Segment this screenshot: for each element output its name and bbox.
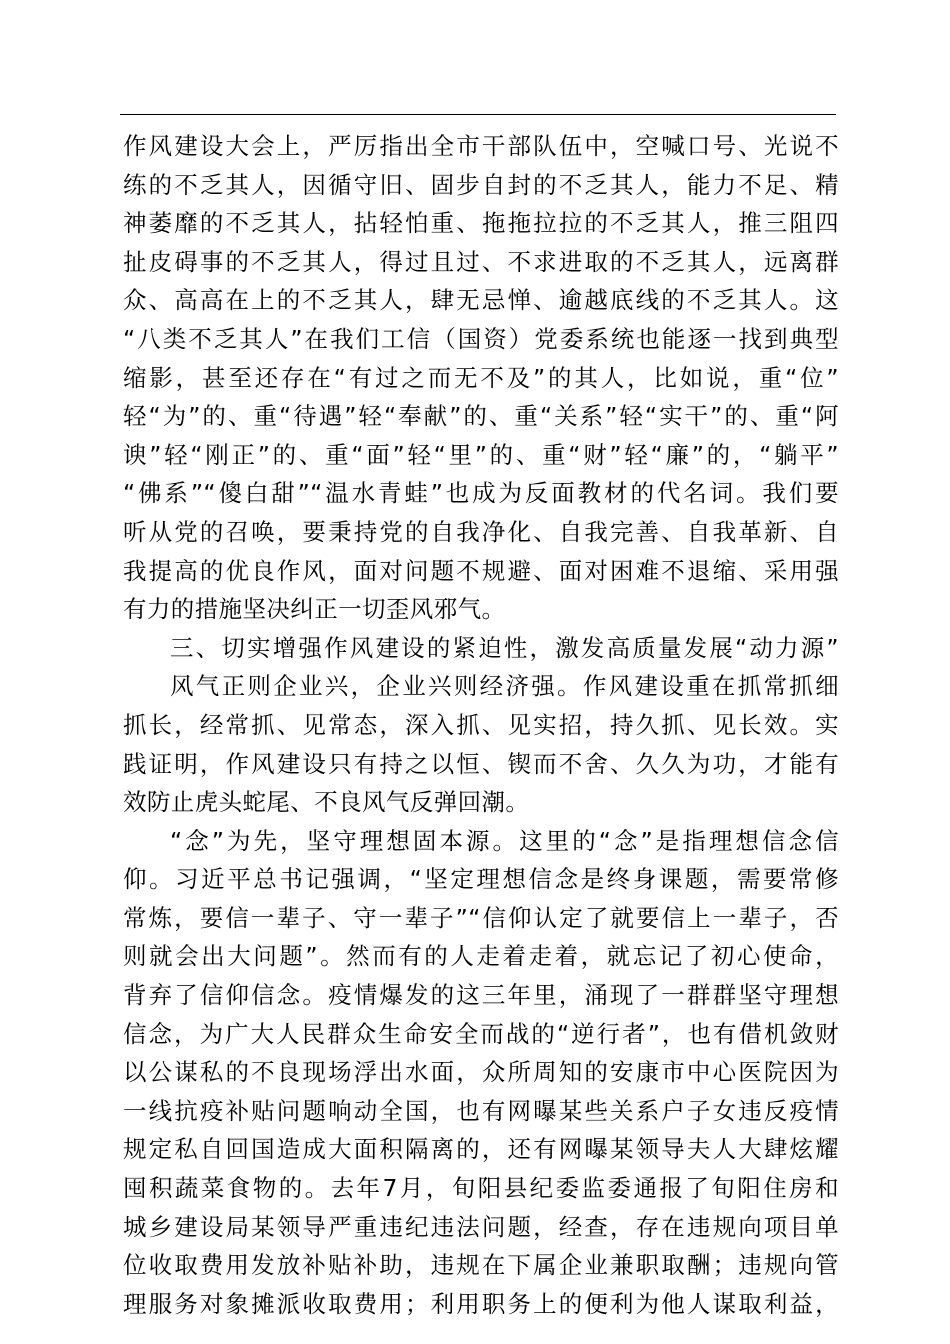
- text-line: 以公谋私的不良现场浮出水面，众所周知的安康市中心医院因为: [123, 1058, 839, 1087]
- text-line: 践证明，作风建设只有持之以恒、锲而不舍、久久为功，才能有: [123, 749, 839, 778]
- text-line: 神萎靡的不乏其人，拈轻怕重、拖拖拉拉的不乏其人，推三阻四: [123, 209, 839, 238]
- text-line: 囤积蔬菜食物的。去年7月，旬阳县纪委监委通报了旬阳住房和: [123, 1174, 839, 1203]
- text-line: 仰。习近平总书记强调，“坚定理想信念是终身课题，需要常修: [123, 865, 839, 894]
- text-line: 我提高的优良作风，面对问题不规避、面对困难不退缩、采用强: [123, 556, 839, 585]
- text-line: 扯皮碍事的不乏其人，得过且过、不求进取的不乏其人，远离群: [123, 247, 839, 276]
- text-line: 作风建设大会上，严厉指出全市干部队伍中，空喊口号、光说不: [123, 132, 839, 160]
- text-line: 有力的措施坚决纠正一切歪风邪气。: [123, 595, 506, 624]
- text-line: “八类不乏其人”在我们工信（国资）党委系统也能逐一找到典型: [123, 324, 839, 353]
- header-rule: [120, 114, 836, 115]
- text-line: 轻“为”的、重“待遇”轻“奉献”的、重“关系”轻“实干”的、重“阿: [123, 402, 839, 431]
- text-line: “佛系”“傻白甜”“温水青蛙”也成为反面教材的代名词。我们要: [123, 479, 839, 508]
- text-line: 抓长，经常抓、见常态，深入抓、见实招，持久抓、见长效。实: [123, 710, 839, 739]
- text-line: 则就会出大问题”。然而有的人走着走着，就忘记了初心使命，: [123, 942, 839, 971]
- text-line: 理服务对象摊派收取费用；利用职务上的便利为他人谋取利益，: [123, 1289, 839, 1318]
- text-line: 常炼，要信一辈子、守一辈子”“信仰认定了就要信上一辈子，否: [123, 903, 839, 932]
- text-line: 背弃了信仰信念。疫情爆发的这三年里，涌现了一群群坚守理想: [123, 981, 839, 1010]
- text-line: 众、高高在上的不乏其人，肆无忌惮、逾越底线的不乏其人。这: [123, 286, 839, 315]
- text-line: 听从党的召唤，要秉持党的自我净化、自我完善、自我革新、自: [123, 517, 839, 546]
- text-line: 规定私自回国造成大面积隔离的，还有网曝某领导夫人大肆炫耀: [123, 1135, 839, 1164]
- text-line: 练的不乏其人，因循守旧、固步自封的不乏其人，能力不足、精: [123, 170, 839, 199]
- text-line: 风气正则企业兴，企业兴则经济强。作风建设重在抓常抓细: [170, 672, 839, 701]
- text-line: 一线抗疫补贴问题响动全国，也有网曝某些关系户子女违反疫情: [123, 1096, 839, 1125]
- text-line: “念”为先，坚守理想固本源。这里的“念”是指理想信念信: [170, 826, 839, 855]
- text-line: 信念，为广大人民群众生命安全而战的“逆行者”，也有借机敛财: [123, 1019, 839, 1048]
- text-line: 城乡建设局某领导严重违纪违法问题，经查，存在违规向项目单: [123, 1212, 839, 1241]
- text-line: 位收取费用发放补贴补助，违规在下属企业兼职取酬；违规向管: [123, 1251, 839, 1280]
- text-line: 缩影，甚至还存在“有过之而无不及”的其人，比如说，重“位”: [123, 363, 839, 392]
- text-line: 谀”轻“刚正”的、重“面”轻“里”的、重“财”轻“廉”的，“躺平”: [123, 440, 839, 469]
- text-line: 效防止虎头蛇尾、不良风气反弹回潮。: [123, 788, 530, 817]
- text-line: 三、切实增强作风建设的紧迫性，激发高质量发展“动力源”: [170, 633, 839, 662]
- body-text: [123, 127, 839, 1323]
